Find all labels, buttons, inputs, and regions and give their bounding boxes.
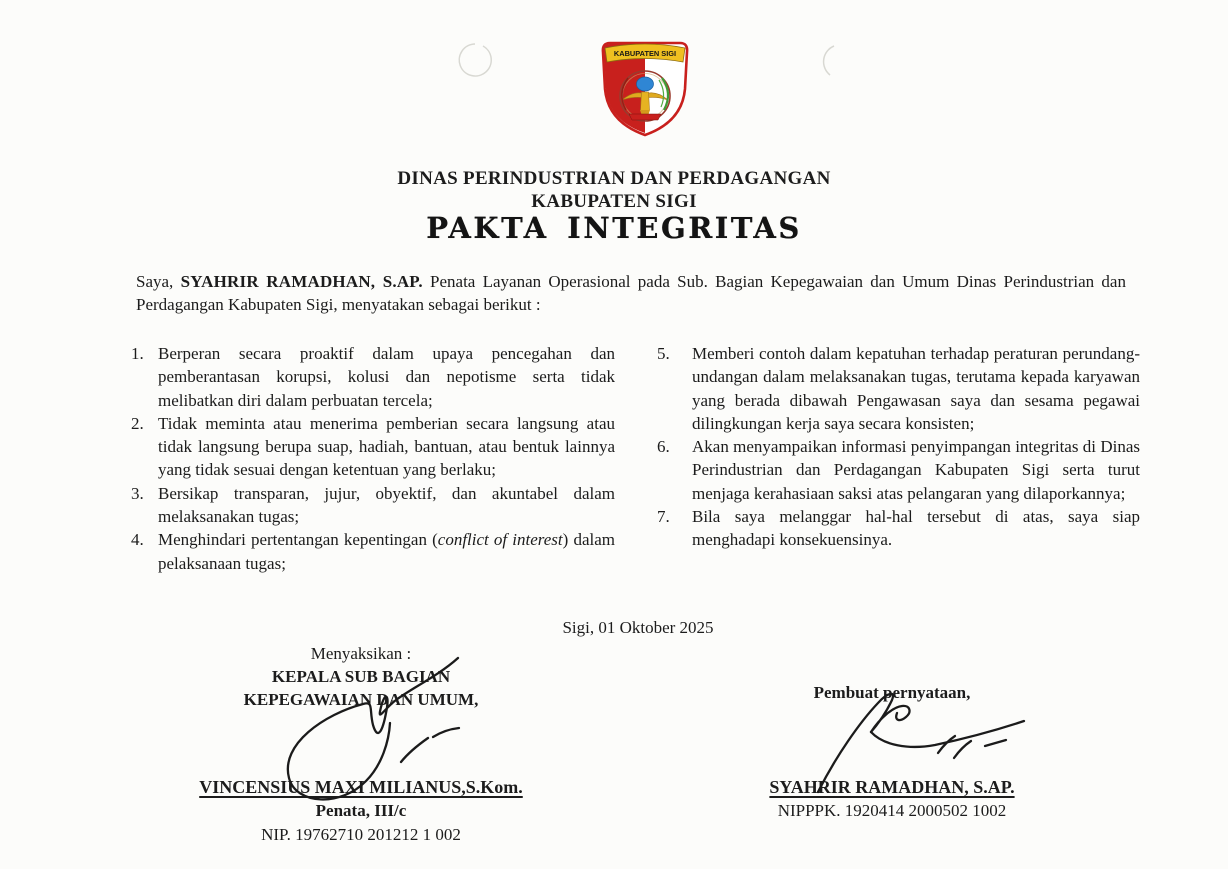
witness-label: Menyaksikan :	[310, 644, 412, 663]
emblem-blue-circle	[637, 77, 654, 91]
witness-signature-block	[161, 642, 561, 846]
punch-hole-left-icon	[459, 44, 491, 76]
list-item-4-pre: Menghindari pertentangan kepentingan (	[158, 530, 438, 550]
letterhead	[0, 167, 1228, 213]
witness-nip: NIP. 19762710 201212 1 002	[261, 825, 461, 844]
witness-rank: Penata, III/c	[315, 801, 407, 820]
list-item-4-italic: conflict of interest	[437, 530, 563, 550]
list-item-5-number: 5.	[657, 344, 670, 363]
declarant-signature-space	[732, 704, 1052, 775]
list-item-6-number: 6.	[657, 437, 670, 457]
kabupaten-sigi-logo	[596, 37, 694, 141]
bird-body	[641, 92, 650, 113]
list-item-2	[131, 412, 615, 482]
witness-signature-space	[161, 711, 561, 775]
list-column-left	[131, 342, 615, 575]
agency-name-line1: DINAS PERINDUSTRIAN DAN PERDAGANGAN	[397, 168, 831, 189]
witness-title-line2: KEPEGAWAIAN DAN UMUM,	[243, 690, 479, 709]
list-item-2-text: Tidak meminta atau menerima pemberian secara langsung atau tidak langsung berupa suap, hadiah, bantuan, atau bentuk lainnya yang tidak sesuai dengan ketentuan yang berlaku;	[158, 413, 615, 480]
list-item-5	[657, 342, 1140, 435]
list-item-1	[131, 342, 615, 412]
place-date-line: Sigi, 01 Oktober 2025	[562, 618, 714, 637]
list-item-4-post: ) dalam pelaksanaan tugas;	[158, 530, 615, 573]
list-item-7-number: 7.	[657, 507, 670, 527]
punch-hole-right-icon	[824, 46, 834, 75]
witness-name: VINCENSIUS MAXI MILIANUS,S.Kom.	[199, 777, 523, 797]
witness-title-line1: KEPALA SUB BAGIAN	[271, 667, 451, 686]
list-item-6-text: Akan menyampaikan informasi penyimpangan integritas di Dinas Perindustrian dan Perdagangan Kabupaten Sigi serta turut menjaga kerahasiaan saksi atas pelangaran yang dilaporkannya;	[692, 437, 1140, 503]
list-item-4-text	[158, 528, 615, 575]
list-column-right	[657, 342, 1140, 552]
agency-name-line2: KABUPATEN SIGI	[531, 191, 697, 212]
list-item-3-text: Bersikap transparan, jujur, obyektif, dan akuntabel dalam melaksanakan tugas;	[158, 483, 615, 527]
list-item-7	[657, 505, 1140, 552]
list-item-3	[131, 482, 615, 529]
intro-prefix: Saya,	[136, 272, 181, 291]
kabupaten-sigi-seal-graphic	[596, 37, 694, 141]
list-item-2-number: 2.	[131, 413, 144, 433]
page-title: PAKTA INTEGRITAS	[426, 211, 802, 245]
intro-paragraph	[136, 270, 1126, 316]
intro-rest: Penata Layanan Operasional pada Sub. Bagian Kepegawaian dan Umum Dinas Perindustrian dan Perdagangan Kabupaten Sigi, menyatakan sebagai berikut :	[136, 272, 1126, 314]
list-item-1-number: 1.	[131, 344, 144, 363]
logo-banner-text: KABUPATEN SIGI	[613, 49, 677, 58]
emblem-ribbon	[629, 114, 661, 120]
list-item-4	[131, 528, 615, 575]
declarant-label: Pembuat pernyataan,	[813, 683, 971, 702]
list-item-3-number: 3.	[131, 483, 144, 503]
declarant-name: SYAHRIR RAMADHAN, S.AP.	[769, 777, 1015, 797]
list-item-7-text: Bila saya melanggar hal-hal tersebut di atas, saya siap menghadapi konsekuensinya.	[692, 507, 1140, 550]
declarant-signature-block	[732, 681, 1052, 822]
list-item-6	[657, 435, 1140, 505]
list-item-1-text: Berperan secara proaktif dalam upaya pencegahan dan pemberantasan korupsi, kolusi dan nepotisme serta tidak melibatkan diri dalam perbuatan tercela;	[158, 344, 615, 410]
declarant-name-inline: SYAHRIR RAMADHAN, S.AP.	[180, 272, 423, 291]
list-item-4-number: 4.	[131, 530, 144, 550]
list-item-5-text: Memberi contoh dalam kepatuhan terhadap peraturan perundang-undangan dalam melaksanakan tugas, terutama kepada karyawan yang berada dibawah Pengawasan saya dan sesama pegawai dilingkungan kerja saya secara konsisten;	[692, 344, 1140, 433]
declarant-nip: NIPPPK. 1920414 2000502 1002	[777, 801, 1007, 820]
